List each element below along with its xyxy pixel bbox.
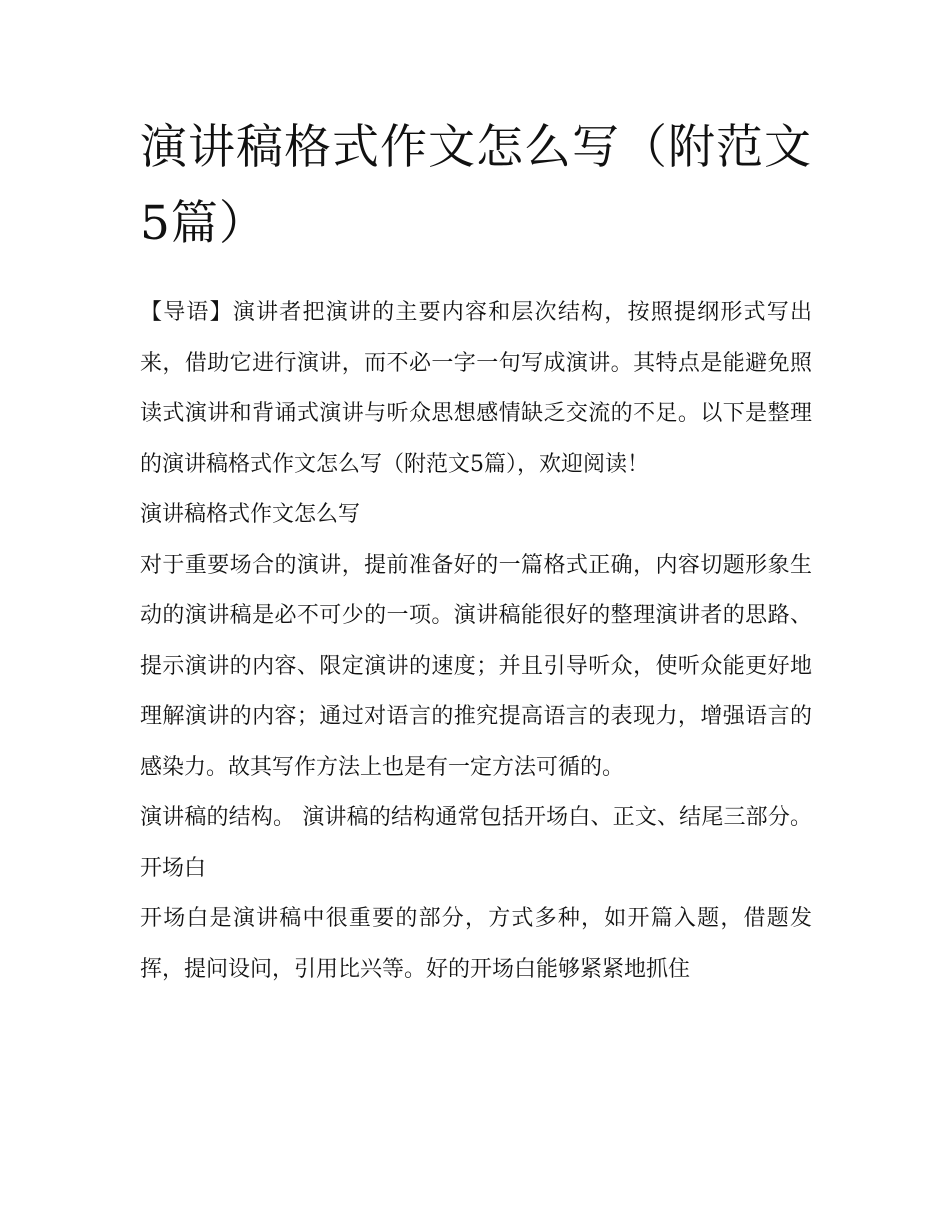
section-heading: 演讲稿格式作文怎么写 (140, 502, 361, 527)
document-body (140, 288, 812, 995)
document-title: 演讲稿格式作文怎么写（附范文5篇） (140, 120, 812, 251)
structure-paragraph: 演讲稿的结构。 演讲稿的结构通常包括开场白、正文、结尾三部分。 开场白 (140, 805, 812, 881)
body-paragraph: 对于重要场合的演讲，提前准备好的一篇格式正确，内容切题形象生动的演讲稿是必不可少的一项。演讲稿能很好的整理演讲者的思路、提示演讲的内容、限定演讲的速度；并且引导听众，使听众能更好地理解演讲的内容；通过对语言的推究提高语言的表现力，增强语言的感染力。故其写作方法上也是有一定方法可循的。 (140, 552, 812, 780)
opening-paragraph: 开场白是演讲稿中很重要的部分，方式多种，如开篇入题，借题发挥，提问设问，引用比兴等。好的开场白能够紧紧地抓住 (140, 906, 812, 982)
intro-paragraph: 【导语】演讲者把演讲的主要内容和层次结构，按照提纲形式写出来，借助它进行演讲，而不必一字一句写成演讲。其特点是能避免照读式演讲和背诵式演讲与听众思想感情缺乏交流的不足。以下是整理的演讲稿格式作文怎么写（附范文5篇），欢迎阅读！ (140, 300, 812, 477)
document-content (140, 110, 812, 995)
